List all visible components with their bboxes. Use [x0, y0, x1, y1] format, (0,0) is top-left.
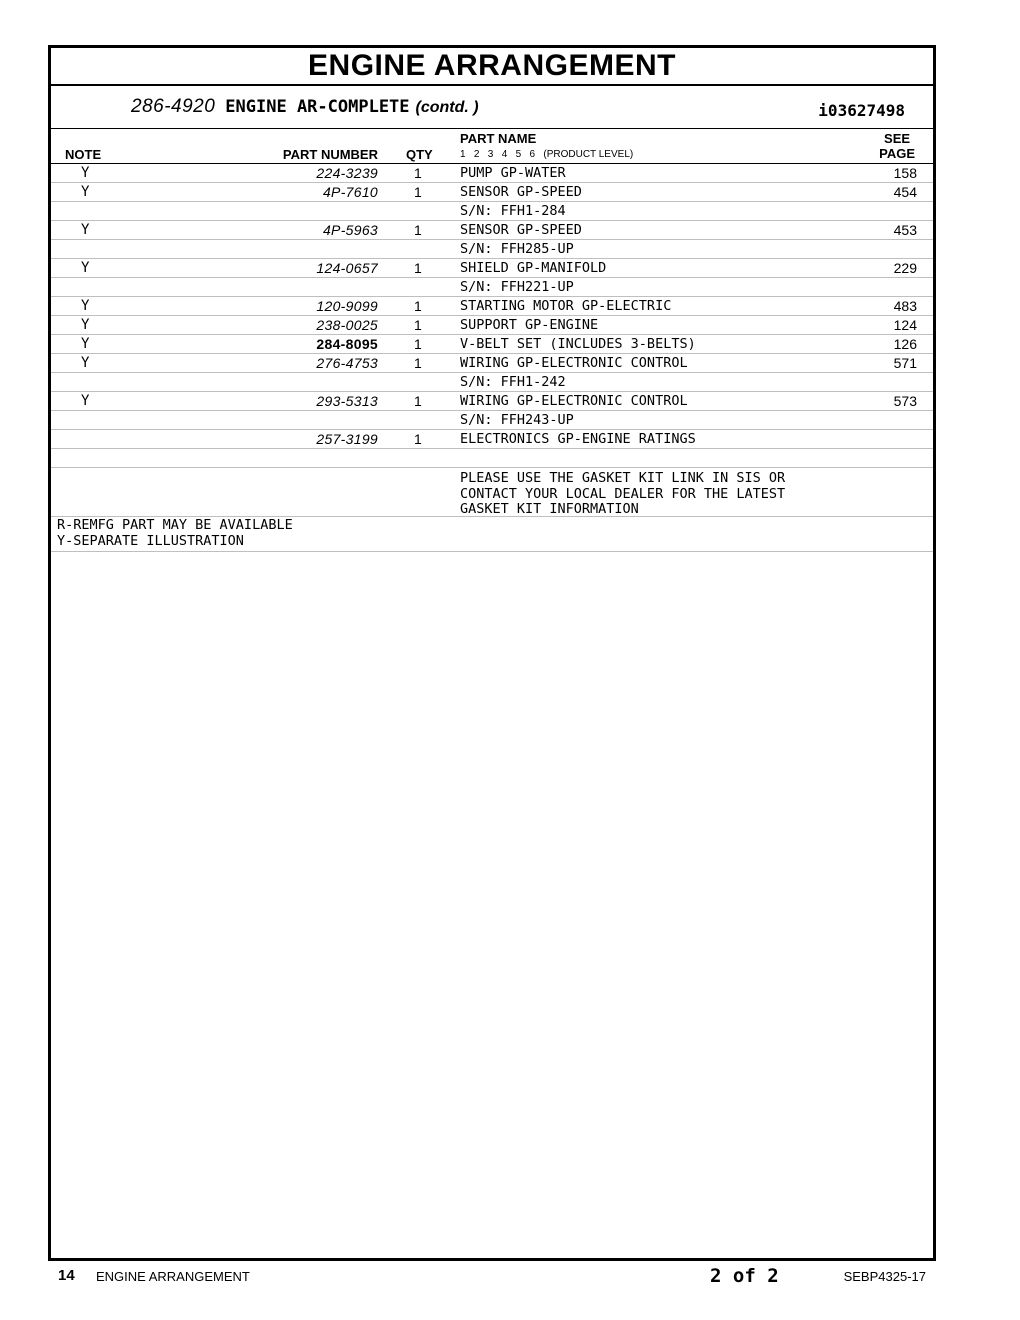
- part-name-cell: S/N: FFH1-242: [460, 374, 566, 390]
- group-contd: (contd. ): [415, 99, 479, 116]
- qty-cell: 1: [414, 184, 422, 200]
- see-label: SEE: [884, 131, 911, 146]
- part-name-header: PART NAME: [460, 131, 537, 146]
- qty-cell: 1: [414, 298, 422, 314]
- notice-line: CONTACT YOUR LOCAL DEALER FOR THE LATEST: [460, 485, 786, 502]
- qty-cell: 1: [414, 336, 422, 352]
- note-cell: Y: [81, 222, 90, 238]
- footer-section: ENGINE ARRANGEMENT: [96, 1269, 250, 1284]
- note-cell: Y: [81, 298, 90, 314]
- part-number-cell: 284-8095: [316, 336, 378, 352]
- table-row: [51, 373, 933, 392]
- part-name-cell: SENSOR GP-SPEED: [460, 222, 582, 238]
- table-row: [51, 392, 933, 411]
- note-cell: Y: [81, 184, 90, 200]
- qty-cell: 1: [414, 260, 422, 276]
- see-page-cell: 454: [893, 184, 917, 200]
- group-title: [131, 96, 479, 118]
- part-name-cell: S/N: FFH285-UP: [460, 241, 574, 257]
- part-name-cell: S/N: FFH1-284: [460, 203, 566, 219]
- table-row: [51, 316, 933, 335]
- see-page-cell: 453: [893, 222, 917, 238]
- part-number-cell: 238-0025: [316, 317, 378, 333]
- part-name-cell: WIRING GP-ELECTRONIC CONTROL: [460, 393, 688, 409]
- illustration-id: i03627498: [818, 101, 905, 120]
- table-row: [51, 278, 933, 297]
- product-level-header: 1 2 3 4 5 6 (PRODUCT LEVEL): [460, 149, 634, 160]
- see-page-cell: 229: [893, 260, 917, 276]
- table-row: [51, 202, 933, 221]
- table-row: [51, 221, 933, 240]
- see-page-cell: 158: [893, 165, 917, 181]
- qty-cell: 1: [414, 355, 422, 371]
- table-row: [51, 259, 933, 278]
- part-number-header: PART NUMBER: [282, 147, 378, 162]
- part-name-cell: WIRING GP-ELECTRONIC CONTROL: [460, 355, 688, 371]
- qty-cell: 1: [414, 222, 422, 238]
- note-cell: Y: [81, 336, 90, 352]
- legend-line: R-REMFG PART MAY BE AVAILABLE: [57, 517, 293, 533]
- part-number-cell: 124-0657: [316, 260, 378, 276]
- table-row: [51, 297, 933, 316]
- part-number-cell: 293-5313: [316, 393, 378, 409]
- see-page-cell: 571: [893, 355, 917, 371]
- note-header: NOTE: [65, 147, 102, 162]
- note-cell: Y: [81, 165, 90, 181]
- parts-list-frame: [48, 45, 936, 1261]
- table-row: [51, 164, 933, 183]
- group-part-number: 286-4920: [131, 96, 216, 117]
- note-cell: Y: [81, 260, 90, 276]
- table-row: [51, 354, 933, 373]
- document-code: SEBP4325-17: [843, 1269, 926, 1284]
- part-name-cell: SENSOR GP-SPEED: [460, 184, 582, 200]
- part-number-cell: 276-4753: [316, 355, 378, 371]
- part-number-cell: 120-9099: [316, 298, 378, 314]
- legend-line: Y-SEPARATE ILLUSTRATION: [57, 532, 244, 549]
- notice-line: PLEASE USE THE GASKET KIT LINK IN SIS OR: [460, 470, 786, 486]
- table-row: [51, 449, 933, 468]
- page-of-indicator: 2 of 2: [710, 1265, 779, 1287]
- part-name-cell: V-BELT SET (INCLUDES 3-BELTS): [460, 336, 696, 352]
- notes-legend: [51, 517, 933, 552]
- parts-table-body: [51, 164, 933, 468]
- part-number-cell: 224-3239: [316, 165, 378, 181]
- qty-cell: 1: [414, 317, 422, 333]
- note-cell: Y: [81, 393, 90, 409]
- page-title: ENGINE ARRANGEMENT: [51, 48, 933, 86]
- part-name-cell: STARTING MOTOR GP-ELECTRIC: [460, 298, 672, 314]
- qty-cell: 1: [414, 431, 422, 447]
- part-name-cell: SUPPORT GP-ENGINE: [460, 317, 599, 333]
- part-name-cell: PUMP GP-WATER: [460, 165, 566, 181]
- group-name: ENGINE AR-COMPLETE: [225, 97, 410, 117]
- gasket-kit-notice: [51, 468, 933, 517]
- part-name-cell: S/N: FFH243-UP: [460, 412, 574, 428]
- group-header: [51, 86, 933, 129]
- notice-line: GASKET KIT INFORMATION: [460, 501, 639, 517]
- table-row: [51, 335, 933, 354]
- see-page-cell: 483: [893, 298, 917, 314]
- table-row: [51, 411, 933, 430]
- see-page-cell: 124: [893, 317, 917, 333]
- part-name-cell: SHIELD GP-MANIFOLD: [460, 260, 607, 276]
- part-number-cell: 257-3199: [316, 431, 378, 447]
- qty-cell: 1: [414, 165, 422, 181]
- note-cell: Y: [81, 355, 90, 371]
- part-name-cell: ELECTRONICS GP-ENGINE RATINGS: [460, 431, 696, 447]
- see-page-header: [879, 131, 915, 161]
- qty-cell: 1: [414, 393, 422, 409]
- column-headers: [51, 129, 933, 164]
- table-row: [51, 183, 933, 202]
- note-cell: Y: [81, 317, 90, 333]
- table-row: [51, 430, 933, 449]
- page-label: PAGE: [879, 146, 915, 161]
- page-footer: [0, 1265, 1020, 1289]
- see-page-cell: 126: [893, 336, 917, 352]
- part-name-cell: S/N: FFH221-UP: [460, 279, 574, 295]
- qty-header: QTY: [406, 147, 433, 162]
- part-number-cell: 4P-7610: [322, 184, 378, 200]
- see-page-cell: 573: [893, 393, 917, 409]
- page-number: 14: [58, 1267, 75, 1284]
- table-row: [51, 240, 933, 259]
- part-number-cell: 4P-5963: [322, 222, 378, 238]
